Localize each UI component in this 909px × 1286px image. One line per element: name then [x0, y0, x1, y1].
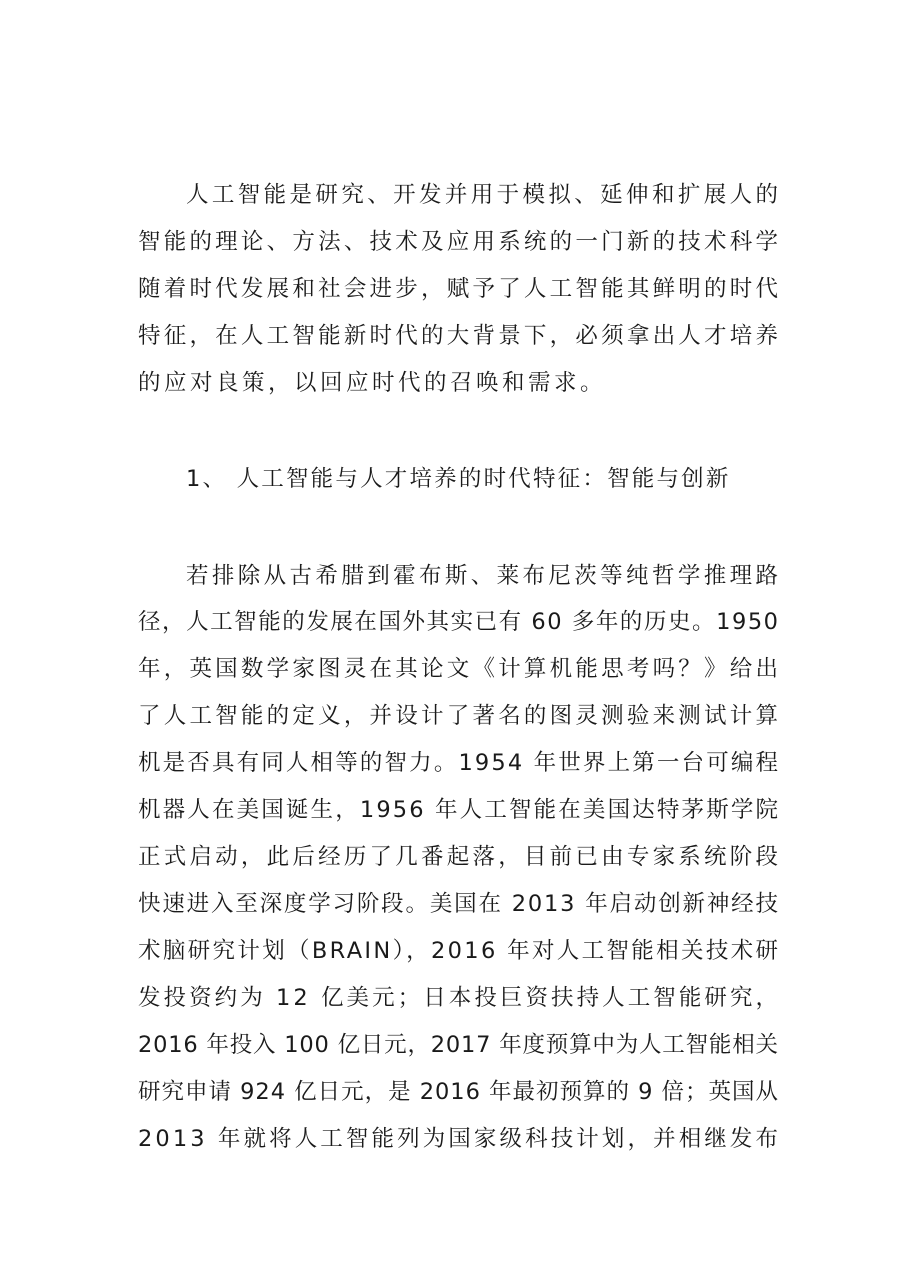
paragraph-2-line-3: 年，英国数学家图灵在其论文《计算机能思考吗？》给出 [138, 656, 782, 682]
paragraph-2-line-9: 术脑研究计划（BRAIN），2016 年对人工智能相关技术研 [138, 938, 781, 964]
paragraph-2-line-11: 2016 年投入 100 亿日元，2017 年度预算中为人工智能相关 [138, 1032, 779, 1058]
paragraph-2-line-2: 径，人工智能的发展在国外其实已有 60 多年的历史。1950 [138, 609, 780, 635]
paragraph-1-line-5: 的应对良策，以回应时代的召唤和需求。 [138, 370, 607, 396]
paragraph-2-line-4: 了人工智能的定义，并设计了著名的图灵测验来测试计算 [138, 703, 782, 729]
paragraph-2-line-1: 若排除从古希腊到霍布斯、莱布尼茨等纯哲学推理路 [186, 563, 782, 589]
paragraph-2-line-6: 机器人在美国诞生，1956 年人工智能在美国达特茅斯学院 [138, 797, 781, 823]
section-heading-1: 1、 人工智能与人才培养的时代特征：智能与创新 [186, 466, 731, 492]
paragraph-2-line-7: 正式启动，此后经历了几番起落，目前已由专家系统阶段 [138, 844, 782, 870]
paragraph-2-line-12: 研究申请 924 亿日元，是 2016 年最初预算的 9 倍；英国从 [138, 1079, 779, 1105]
paragraph-2-line-8: 快速进入至深度学习阶段。美国在 2013 年启动创新神经技 [138, 891, 780, 917]
paragraph-1-line-3: 随着时代发展和社会进步，赋予了人工智能其鲜明的时代 [138, 276, 782, 302]
paragraph-2-line-10: 发投资约为 12 亿美元；日本投巨资扶持人工智能研究， [138, 985, 782, 1011]
paragraph-1-line-2: 智能的理论、方法、技术及应用系统的一门新的技术科学 [138, 229, 782, 255]
paragraph-2-line-5: 机是否具有同人相等的智力。1954 年世界上第一台可编程 [138, 750, 781, 776]
paragraph-1-line-1: 人工智能是研究、开发并用于模拟、延伸和扩展人的 [186, 182, 782, 208]
paragraph-1-line-4: 特征，在人工智能新时代的大背景下，必须拿出人才培养 [138, 323, 782, 349]
paragraph-2-line-13: 2013 年就将人工智能列为国家级科技计划，并相继发布 [138, 1126, 782, 1152]
